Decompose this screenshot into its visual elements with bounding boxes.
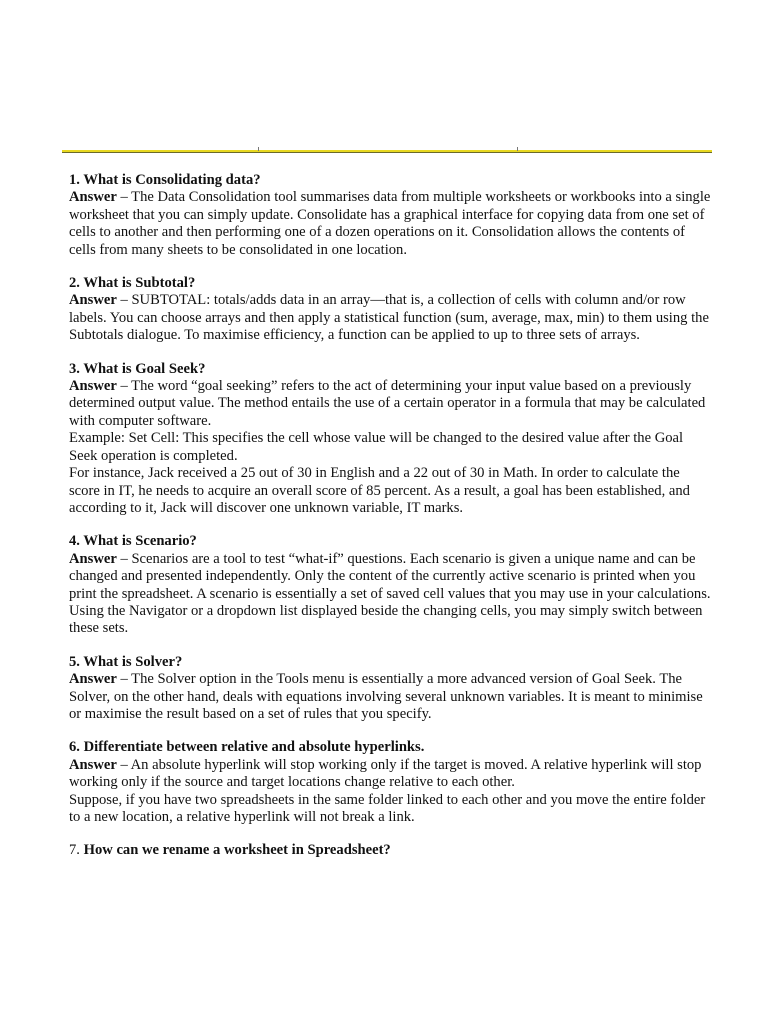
question-6	[69, 739, 711, 826]
question-heading: 2. What is Subtotal?	[69, 275, 196, 292]
answer-paragraph: Answer – Scenarios are a tool to test “what-if” questions. Each scenario is given a unique name and can be changed and presented independently. Only the content of the currently active scenario is printed when you print the spreadsheet. A scenario is essentially a set of saved cell values that you may use in your calculations. Using the Navigator or a dropdown list displayed beside the changing cells, you may simply switch between these sets.	[69, 550, 711, 637]
question-heading: 4. What is Scenario?	[69, 533, 197, 550]
question-5	[69, 654, 711, 724]
answer-label: Answer	[69, 378, 117, 395]
document-body	[69, 172, 711, 876]
answer-label: Answer	[69, 756, 117, 773]
question-heading: 5. What is Solver?	[69, 653, 183, 670]
answer-label: Answer	[69, 671, 117, 688]
answer-paragraph: Suppose, if you have two spreadsheets in the same folder linked to each other and you move the entire folder to a new location, a relative hyperlink will not break a link.	[69, 791, 706, 825]
answer-paragraph: Answer – The Solver option in the Tools menu is essentially a more advanced version of Goal Seek. The Solver, on the other hand, deals with equations involving several unknown variables. It is meant to minimise or maximise the result based on a set of rules that you specify.	[69, 671, 703, 722]
question-heading: 1. What is Consolidating data?	[69, 172, 261, 188]
question-2	[69, 275, 711, 345]
question-3	[69, 361, 711, 518]
answer-paragraph: Example: Set Cell: This specifies the cell whose value will be changed to the desired value after the Goal Seek operation is completed.	[69, 430, 684, 464]
question-heading: 3. What is Goal Seek?	[69, 360, 206, 377]
answer-paragraph: Answer – An absolute hyperlink will stop working only if the target is moved. A relative hyperlink will stop working only if the source and target locations change relative to each other.	[69, 756, 702, 791]
answer-paragraph: Answer – SUBTOTAL: totals/adds data in an array—that is, a collection of cells with column and/or row labels. You can choose arrays and then apply a statistical function (sum, average, max, min) to them using the Subtotals dialogue. To maximise efficiency, a function can be applied to up to three sets of arrays.	[69, 292, 709, 344]
question-1	[69, 172, 711, 259]
rule-tick	[258, 147, 259, 151]
question-heading: 6. Differentiate between relative and absolute hyperlinks.	[69, 739, 425, 756]
question-4	[69, 533, 711, 637]
answer-label: Answer	[69, 292, 117, 309]
question-7	[69, 842, 711, 859]
rule-tick	[517, 147, 518, 151]
answer-paragraph: Answer – The word “goal seeking” refers to the act of determining your input value based on a previously determined output value. The method entails the use of a certain operator in a formula that may be calculated with computer software.	[69, 378, 706, 429]
answer-label: Answer	[69, 550, 117, 567]
header-rule	[62, 150, 712, 153]
answer-paragraph: For instance, Jack received a 25 out of 30 in English and a 22 out of 30 in Math. In order to calculate the score in IT, he needs to acquire an overall score of 85 percent. As a result, a goal has been established, and according to it, Jack will discover one unknown variable, IT marks.	[69, 465, 690, 516]
question-heading: 7. How can we rename a worksheet in Spreadsheet?	[69, 842, 391, 859]
answer-label: Answer	[69, 189, 117, 206]
answer-paragraph: Answer – The Data Consolidation tool summarises data from multiple worksheets or workbooks into a single worksheet that you can simply update. Consolidate has a graphical interface for copying data from one set of cells to another and then performing one of a dozen operations on it. Consolidation allows the contents of cells from many sheets to be consolidated in one location.	[69, 189, 711, 258]
